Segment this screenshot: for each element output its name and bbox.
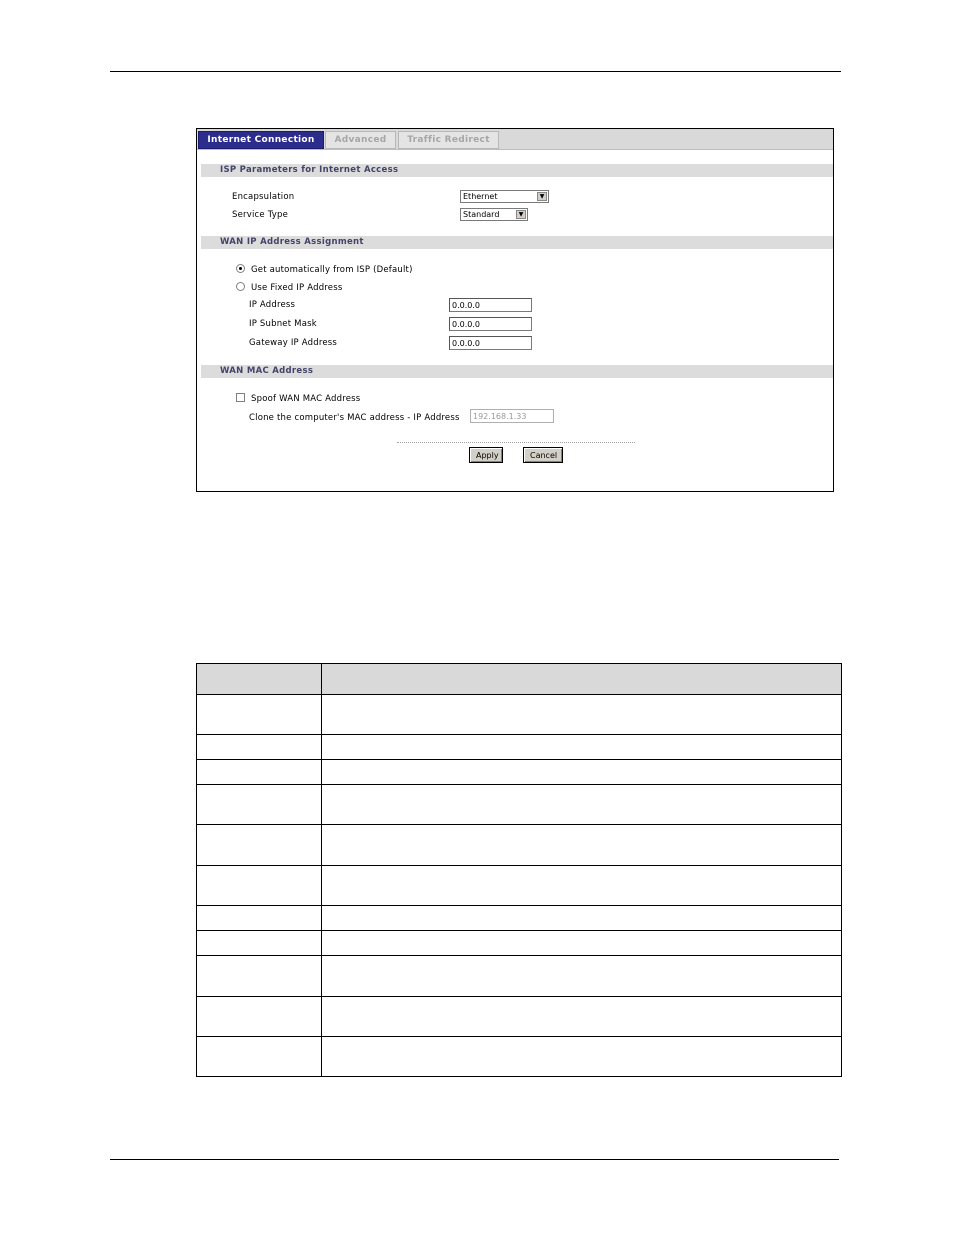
table-row bbox=[197, 735, 842, 760]
wan-mac-section-heading: WAN MAC Address bbox=[201, 365, 833, 378]
wan-ip-section-heading: WAN IP Address Assignment bbox=[201, 236, 833, 249]
radio-selected-dot bbox=[239, 267, 242, 270]
table-cell bbox=[322, 906, 842, 931]
field-description-table bbox=[196, 663, 842, 1077]
table-row bbox=[197, 866, 842, 906]
table-row bbox=[197, 760, 842, 785]
ip-address-input[interactable] bbox=[449, 298, 532, 312]
table-cell bbox=[197, 956, 322, 997]
ip-address-label: IP Address bbox=[249, 300, 296, 310]
table-cell bbox=[322, 695, 842, 735]
table-header-cell bbox=[322, 664, 842, 695]
tab-internet-connection[interactable]: Internet Connection bbox=[198, 131, 324, 149]
table-cell bbox=[197, 735, 322, 760]
table-row bbox=[197, 825, 842, 866]
table-cell bbox=[197, 866, 322, 906]
table-cell bbox=[322, 931, 842, 956]
subnet-mask-input[interactable] bbox=[449, 317, 532, 331]
fixed-ip-label: Use Fixed IP Address bbox=[251, 283, 343, 293]
auto-ip-label: Get automatically from ISP (Default) bbox=[251, 265, 413, 275]
apply-button[interactable]: Apply bbox=[469, 447, 503, 463]
gateway-ip-input[interactable] bbox=[449, 336, 532, 350]
clone-mac-label: Clone the computer's MAC address - IP Address bbox=[249, 413, 460, 423]
fixed-ip-radio[interactable] bbox=[236, 282, 245, 291]
encapsulation-value: Ethernet bbox=[463, 192, 498, 201]
button-divider bbox=[397, 442, 635, 443]
service-type-label: Service Type bbox=[232, 210, 289, 220]
table-row bbox=[197, 785, 842, 825]
table-cell bbox=[197, 997, 322, 1037]
table-cell bbox=[197, 1037, 322, 1077]
table-cell bbox=[322, 956, 842, 997]
gateway-ip-label: Gateway IP Address bbox=[249, 338, 338, 348]
table-row bbox=[197, 997, 842, 1037]
tab-advanced[interactable]: Advanced bbox=[325, 131, 396, 149]
table-cell bbox=[322, 825, 842, 866]
chevron-down-icon: ▼ bbox=[537, 192, 547, 201]
subnet-mask-label: IP Subnet Mask bbox=[249, 319, 317, 329]
table-row bbox=[197, 695, 842, 735]
isp-section-heading: ISP Parameters for Internet Access bbox=[201, 164, 833, 177]
spoof-mac-checkbox[interactable] bbox=[236, 393, 245, 402]
table-cell bbox=[197, 760, 322, 785]
table-cell bbox=[197, 695, 322, 735]
table-cell bbox=[322, 735, 842, 760]
header-rule bbox=[110, 71, 841, 72]
table-row bbox=[197, 931, 842, 956]
table-cell bbox=[197, 906, 322, 931]
footer-rule bbox=[110, 1159, 839, 1160]
chevron-down-icon: ▼ bbox=[516, 210, 526, 219]
table-cell bbox=[322, 997, 842, 1037]
encapsulation-label: Encapsulation bbox=[232, 192, 295, 202]
table-cell bbox=[322, 866, 842, 906]
table-cell bbox=[197, 825, 322, 866]
encapsulation-select[interactable] bbox=[460, 190, 549, 203]
table-cell bbox=[322, 785, 842, 825]
table-row bbox=[197, 906, 842, 931]
table-header-row bbox=[197, 664, 842, 695]
table-cell bbox=[322, 760, 842, 785]
table-row bbox=[197, 1037, 842, 1077]
clone-ip-input[interactable] bbox=[470, 409, 554, 423]
table-row bbox=[197, 956, 842, 997]
table-cell bbox=[197, 785, 322, 825]
table-header-cell bbox=[197, 664, 322, 695]
cancel-button[interactable]: Cancel bbox=[523, 447, 563, 463]
table-cell bbox=[322, 1037, 842, 1077]
tab-bar bbox=[197, 129, 833, 150]
spoof-mac-label: Spoof WAN MAC Address bbox=[251, 394, 361, 404]
tab-traffic-redirect[interactable]: Traffic Redirect bbox=[398, 131, 499, 149]
service-type-value: Standard bbox=[463, 210, 500, 219]
wan-settings-screenshot bbox=[196, 128, 834, 492]
auto-ip-radio[interactable] bbox=[236, 264, 245, 273]
service-type-select[interactable] bbox=[460, 208, 528, 221]
table-cell bbox=[197, 931, 322, 956]
